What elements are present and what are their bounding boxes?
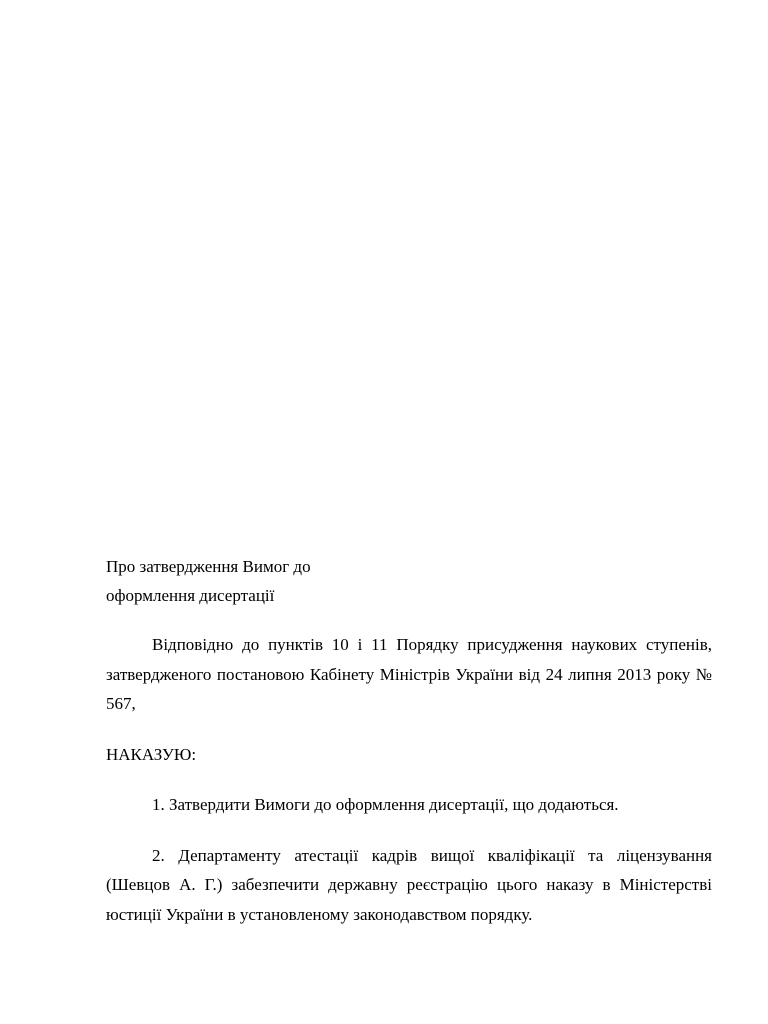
title-line-1: Про затвердження Вимог до	[106, 557, 311, 576]
order-word: НАКАЗУЮ:	[106, 744, 197, 764]
preamble-paragraph: Відповідно до пунктів 10 і 11 Порядку присудження наукових ступенів, затвердженого постановою Кабінету Міністрів України від 24 липня 2013 року № 567,	[106, 635, 712, 713]
title-line-2: оформлення дисертації	[106, 586, 275, 605]
order-item-1: 1. Затвердити Вимоги до оформлення дисертації, що додаються.	[152, 795, 619, 814]
order-item-2: 2. Департаменту атестації кадрів вищої кваліфікації та ліцензування (Шевцов А. Г.) забезпечити державну реєстрацію цього наказу в Міністерстві юстиції України в установленому законодавством порядку.	[106, 845, 712, 924]
document-title	[106, 552, 712, 610]
document-body	[106, 552, 712, 929]
